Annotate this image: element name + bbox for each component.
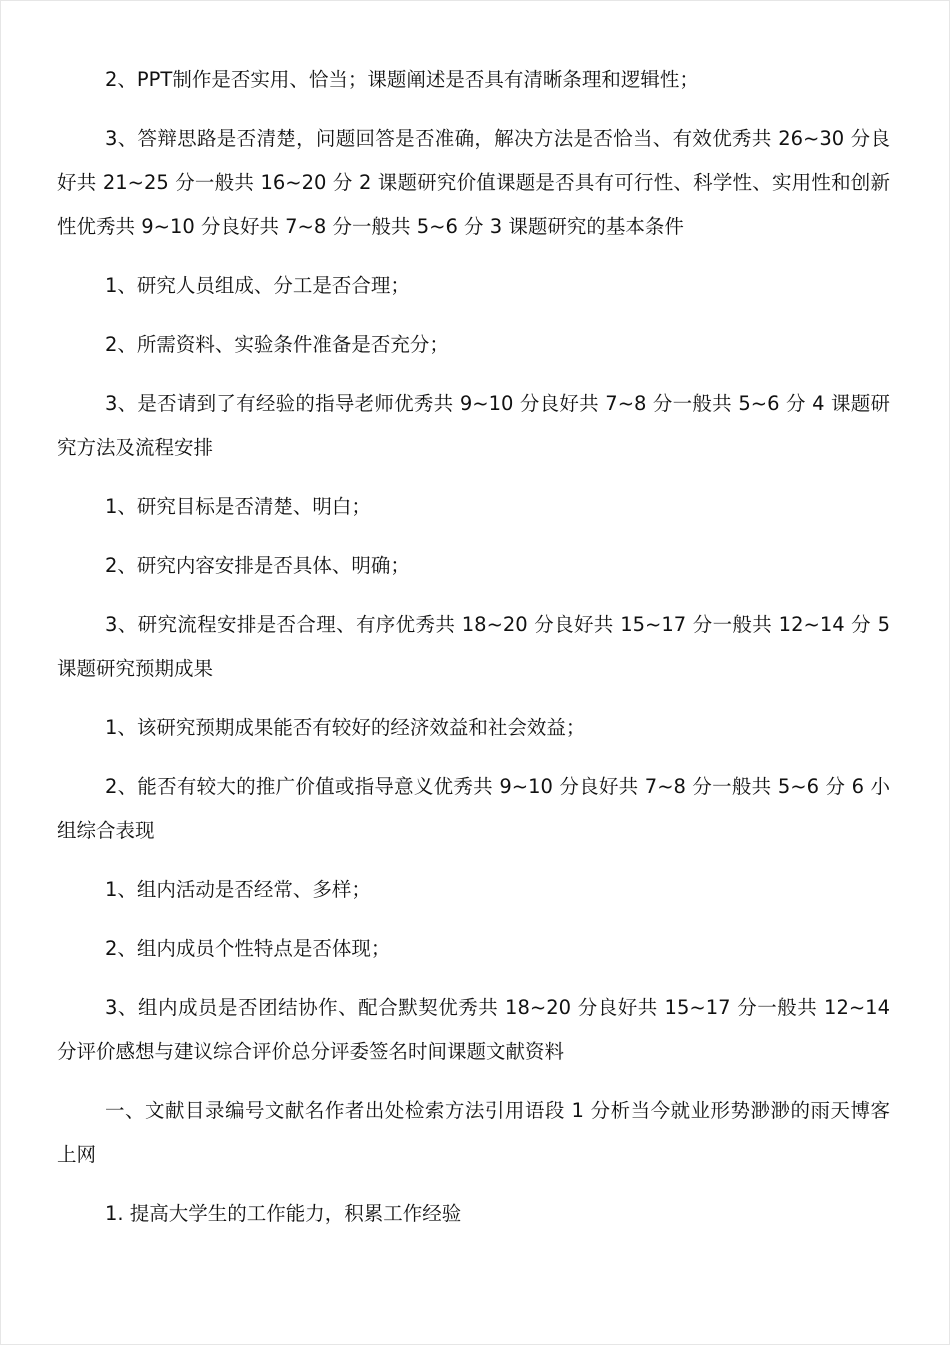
paragraph: 1、研究目标是否清楚、明白； [105,495,371,518]
paragraph: 3、是否请到了有经验的指导老师优秀共 9~10 分良好共 7~8 分一般共 5~6 分 4 课题研究方法及流程安排 [57,392,890,459]
paragraph: 2、所需资料、实验条件准备是否充分； [105,333,449,356]
paragraph: 一、文献目录编号文献名作者出处检索方法引用语段 1 分析当今就业形势渺渺的雨天博客上网 [57,1099,890,1166]
paragraph: 2、组内成员个性特点是否体现； [105,937,391,960]
paragraph: 3、研究流程安排是否合理、有序优秀共 18~20 分良好共 15~17 分一般共 12~14 分 5 课题研究预期成果 [57,613,890,680]
paragraph: 1、组内活动是否经常、多样； [105,878,371,901]
paragraph: 3、组内成员是否团结协作、配合默契优秀共 18~20 分良好共 15~17 分一般共 12~14 分评价感想与建议综合评价总分评委签名时间课题文献资料 [57,996,890,1063]
paragraph: 2、PPT制作是否实用、恰当；课题阐述是否具有清晰条理和逻辑性； [105,68,699,91]
paragraph: 2、能否有较大的推广价值或指导意义优秀共 9~10 分良好共 7~8 分一般共 5~6 分 6 小组综合表现 [57,775,890,842]
paragraph: 1、研究人员组成、分工是否合理； [105,274,410,297]
paragraph: 1、该研究预期成果能否有较好的经济效益和社会效益； [105,716,586,739]
paragraph: 3、答辩思路是否清楚，问题回答是否准确，解决方法是否恰当、有效优秀共 26~30 分良好共 21~25 分一般共 16~20 分 2 课题研究价值课题是否具有可行性、科学性、实用性和创新性优秀共 9~10 分良好共 7~8 分一般共 5~6 分 3 课题研究的基本条件 [57,127,890,238]
paragraph: 1. 提高大学生的工作能力，积累工作经验 [105,1202,462,1225]
document-body [57,58,890,1251]
paragraph: 2、研究内容安排是否具体、明确； [105,554,410,577]
